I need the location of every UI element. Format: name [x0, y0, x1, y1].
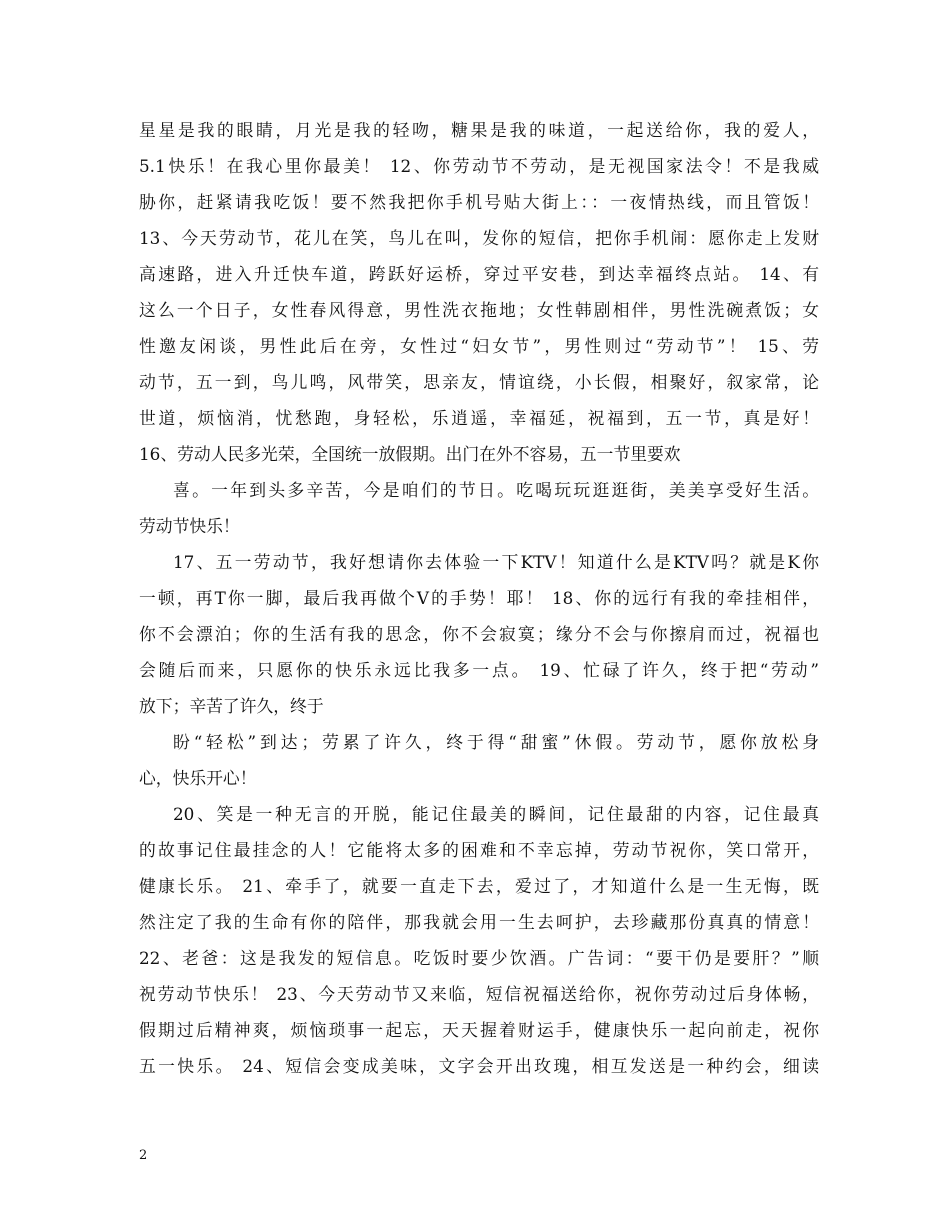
text-line: 22、老爸：这是我发的短信息。吃饭时要少饮酒。广告词：“要干仍是要肝？”顺	[139, 948, 819, 968]
text-line: 你不会漂泊；你的生活有我的思念，你不会寂寞；缘分不会与你擦肩而过，祝福也	[139, 624, 819, 644]
text-line: 祝劳动节快乐！ 23、今天劳动节又来临，短信祝福送给你，祝你劳动过后身体畅，	[139, 984, 819, 1004]
text-line: 世道，烦恼消，忧愁跑，身轻松，乐逍遥，幸福延，祝福到，五一节，真是好！	[139, 408, 819, 428]
text-line: 然注定了我的生命有你的陪伴，那我就会用一生去呵护，去珍藏那份真真的情意！	[139, 912, 819, 932]
text-line: 高速路，进入升迁快车道，跨跃好运桥，穿过平安巷，到达幸福终点站。 14、有	[139, 264, 819, 284]
document-body	[139, 112, 819, 1084]
text-line: 星星是我的眼睛，月光是我的轻吻，糖果是我的味道，一起送给你，我的爱人，	[139, 120, 819, 140]
text-line: 健康长乐。 21、牵手了，就要一直走下去，爱过了，才知道什么是一生无悔，既	[139, 876, 819, 896]
text-line: 会随后而来，只愿你的快乐永远比我多一点。 19、忙碌了许久，终于把“劳动”	[139, 660, 819, 680]
text-line: 20、笑是一种无言的开脱，能记住最美的瞬间，记住最甜的内容，记住最真	[173, 804, 819, 824]
text-line: 喜。一年到头多辛苦，今是咱们的节日。吃喝玩玩逛逛街，美美享受好生活。	[173, 480, 819, 500]
text-line: 5.1快乐！在我心里你最美！ 12、你劳动节不劳动，是无视国家法令！不是我威	[139, 156, 819, 176]
text-line: 劳动节快乐！	[139, 516, 240, 536]
text-line: 16、劳动人民多光荣，全国统一放假期。出门在外不容易，五一节里要欢	[139, 444, 681, 464]
text-line: 放下；辛苦了许久，终于	[139, 696, 324, 716]
text-line: 13、今天劳动节，花儿在笑，鸟儿在叫，发你的短信，把你手机闹：愿你走上发财	[139, 228, 819, 248]
text-line: 一顿，再T你一脚，最后我再做个V的手势！耶！ 18、你的远行有我的牵挂相伴，	[139, 588, 819, 608]
text-line: 盼“轻松”到达；劳累了许久，终于得“甜蜜”休假。劳动节，愿你放松身	[173, 732, 819, 752]
text-line: 的故事记住最挂念的人！它能将太多的困难和不幸忘掉，劳动节祝你，笑口常开，	[139, 840, 819, 860]
text-line: 动节，五一到，鸟儿鸣，风带笑，思亲友，情谊绕，小长假，相聚好，叙家常，论	[139, 372, 819, 392]
text-line: 胁你，赶紧请我吃饭！要不然我把你手机号贴大街上：：一夜情热线，而且管饭！	[139, 192, 819, 212]
text-line: 这么一个日子，女性春风得意，男性洗衣拖地；女性韩剧相伴，男性洗碗煮饭；女	[139, 300, 819, 320]
text-line: 心，快乐开心！	[139, 768, 257, 788]
page-number: 2	[139, 1148, 148, 1163]
text-line: 假期过后精神爽，烦恼琐事一起忘，天天握着财运手，健康快乐一起向前走，祝你	[139, 1020, 819, 1040]
text-line: 17、五一劳动节，我好想请你去体验一下KTV！知道什么是KTV吗？就是K你	[173, 552, 819, 572]
text-line: 五一快乐。 24、短信会变成美味，文字会开出玫瑰，相互发送是一种约会，细读	[139, 1056, 819, 1076]
text-line: 性邀友闲谈，男性此后在旁，女性过“妇女节”，男性则过“劳动节”！ 15、劳	[139, 336, 819, 356]
